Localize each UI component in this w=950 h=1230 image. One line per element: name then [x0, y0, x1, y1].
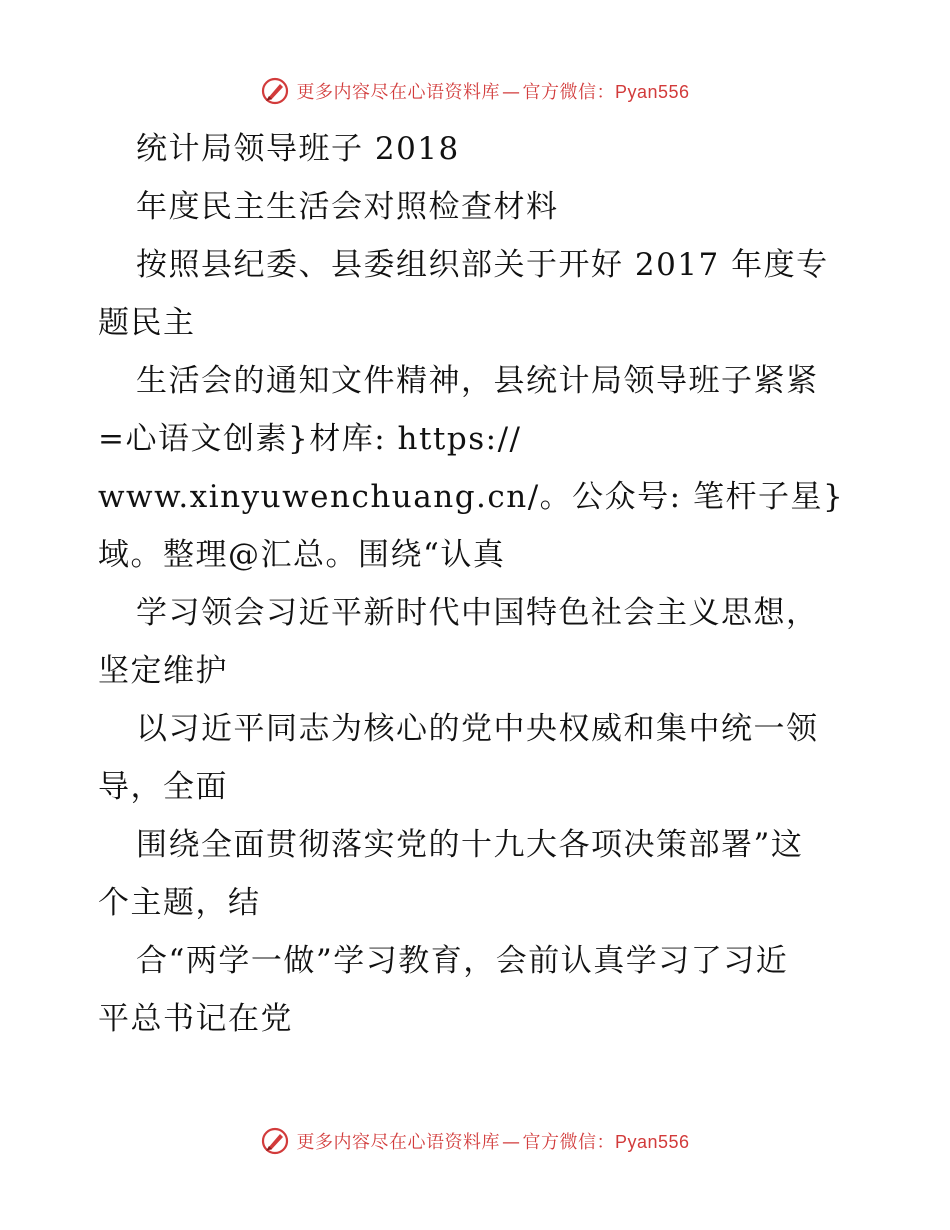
document-line: 域。整理@汇总。围绕“认真	[98, 537, 506, 573]
document-line: 坚定维护	[98, 653, 228, 689]
watermark-dash: —	[501, 82, 521, 103]
document-line: 导，全面	[98, 769, 228, 805]
document-line: 合“两学一做”学习教育，会前认真学习了习近	[136, 943, 789, 979]
footer-watermark	[0, 1124, 950, 1158]
document-line: 学习领会习近平新时代中国特色社会主义思想，	[136, 595, 819, 631]
watermark-brand: 更多内容尽在心语资料库	[296, 1132, 500, 1153]
watermark-wechat-id: Pyan556	[614, 82, 690, 102]
watermark-label: 官方微信：	[522, 1132, 615, 1153]
document-line: 以习近平同志为核心的党中央权威和集中统一领	[136, 711, 819, 747]
document-line: 围绕全面贯彻落实党的十九大各项决策部署”这	[136, 827, 804, 863]
watermark-label: 官方微信：	[522, 82, 615, 103]
quill-logo-icon	[260, 76, 290, 106]
document-line: 个主题，结	[98, 885, 261, 921]
watermark-dash: —	[501, 1132, 521, 1153]
document-line: 题民主	[98, 305, 196, 341]
document-line: www.xinyuwenchuang.cn/。公众号: 笔杆子星}	[98, 479, 845, 515]
document-line: 统计局领导班子 2018	[136, 131, 460, 167]
watermark-brand: 更多内容尽在心语资料库	[296, 82, 500, 103]
watermark-wechat-id: Pyan556	[614, 1132, 690, 1152]
document-line: 年度民主生活会对照检查材料	[136, 189, 559, 225]
header-watermark	[0, 74, 950, 108]
document-line: 按照县纪委、县委组织部关于开好 2017 年度专	[136, 247, 829, 283]
watermark-text	[296, 1128, 689, 1154]
watermark-text	[296, 78, 689, 104]
quill-logo-icon	[260, 1126, 290, 1156]
document-body	[98, 120, 858, 1048]
document-line: 生活会的通知文件精神，县统计局领导班子紧紧	[136, 363, 819, 399]
document-line: 平总书记在党	[98, 1001, 293, 1037]
document-line: =心语文创素}材库: https://	[98, 421, 522, 457]
